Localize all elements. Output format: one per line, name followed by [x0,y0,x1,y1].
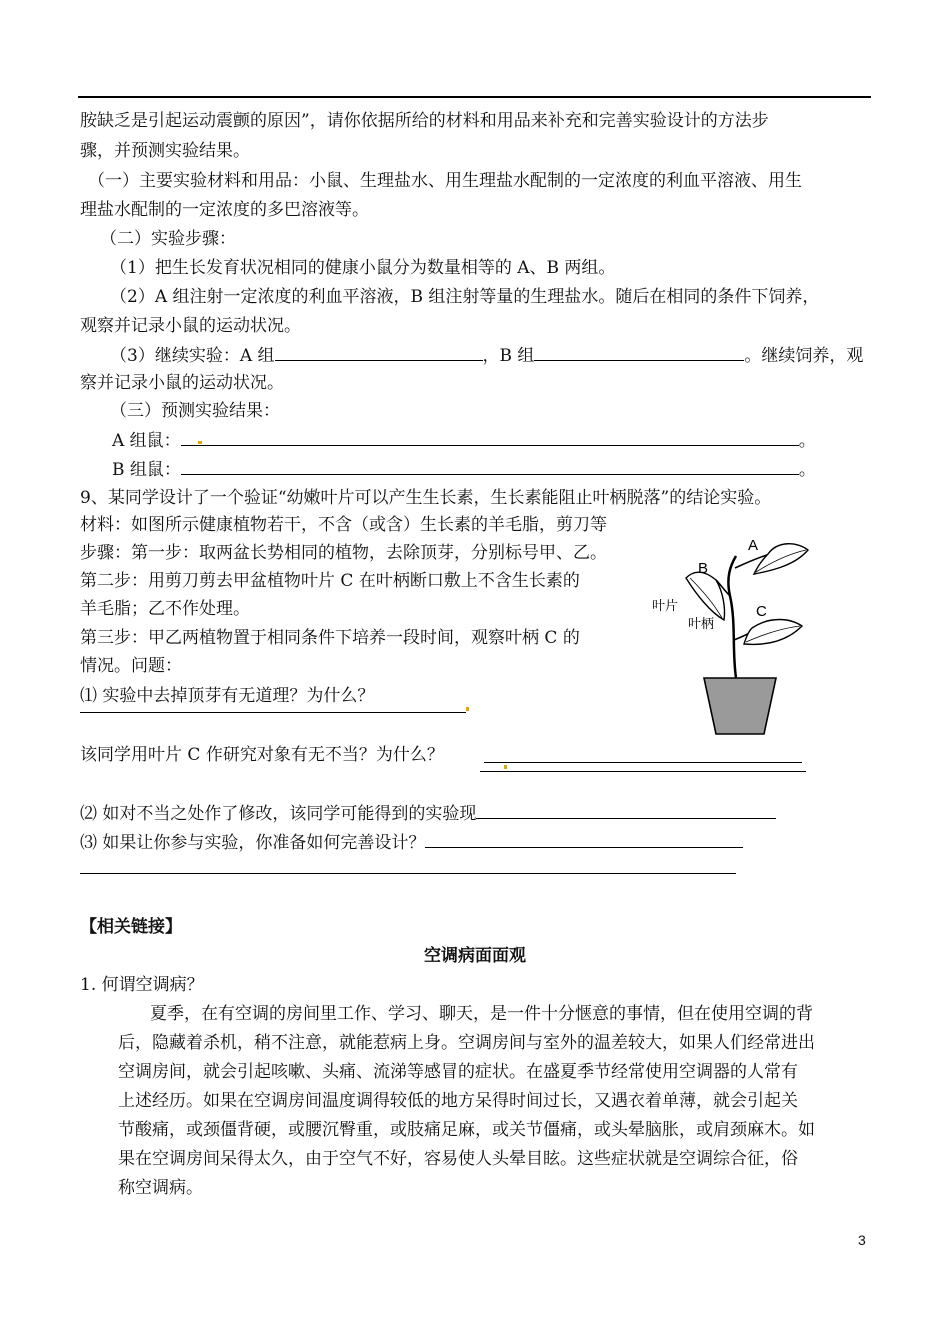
text-line: 羊毛脂；乙不作处理。 [80,599,250,619]
label-leaf: 叶片 [652,598,679,613]
text-part: ⑵ 如对不当之处作了修改，该同学可能得到的实验现 [80,804,477,824]
question-9: 9、某同学设计了一个验证“幼嫩叶片可以产生生长素，生长素能阻止叶柄脱落”的结论实验。 [80,488,772,508]
text-part: 。 [798,460,816,480]
article-paragraph-line: 果在空调房间呆得太久，由于空气不好，容易使人头晕目眩。这些症状就是空调综合征，俗 [118,1149,798,1169]
text-part: ⑶ 如果让你参与实验，你准备如何完善设计？ [80,833,426,853]
label-petiole: 叶柄 [688,616,715,631]
sub-question-2 [80,800,776,826]
section-heading: （二）实验步骤： [100,229,236,249]
text-line: 察并记录小鼠的运动状况。 [80,373,284,393]
sub-question-1b: 该同学用叶片 C 作研究对象有无不当？为什么？ [80,745,444,765]
blank-answer-a[interactable] [275,342,483,361]
text-line: 材料：如图所示健康植物若干，不含（或含）生长素的羊毛脂，剪刀等 [80,515,607,535]
sub-question-3 [80,829,743,855]
text-line: 观察并记录小鼠的运动状况。 [80,316,301,336]
label-c: C [756,603,767,620]
plant-figure [640,530,820,740]
result-a-line [112,427,816,453]
answer-line[interactable] [484,762,802,763]
text-part: （3）继续实验：A 组 [110,346,275,366]
sub-question-1: ⑴ 实验中去掉顶芽有无道理？为什么？ [80,686,375,706]
fill-in-line [110,342,863,368]
blank-answer[interactable] [425,829,743,848]
article-question: 1. 何谓空调病？ [80,975,204,995]
mark-dot [504,765,507,769]
text-line: 骤，并预测实验结果。 [80,141,250,161]
article-paragraph-line: 上述经历。如果在空调房间温度调得较低的地方呆得时间过长，又遇衣着单薄，就会引起关 [118,1091,798,1111]
label-a: A [748,537,759,554]
text-part: 。 [798,431,816,451]
article-paragraph-line: 称空调病。 [118,1178,203,1198]
label-b: B [698,560,709,577]
mark-dot [466,707,469,711]
text-part: ，B 组 [482,346,535,366]
text-line: 第三步：甲乙两植物置于相同条件下培养一段时间，观察叶柄 C 的 [80,628,580,648]
answer-line[interactable] [80,712,466,713]
text-line: 胺缺乏是引起运动震颤的原因”，请你依据所给的材料和用品来补充和完善实验设计的方法步 [80,111,769,131]
page-number: 3 [858,1232,866,1248]
blank-result-b[interactable] [181,456,799,475]
blank-answer[interactable] [476,800,776,819]
text-line: 情况。问题： [80,656,182,676]
text-line: （2）A 组注射一定浓度的利血平溶液，B 组注射等量的生理盐水。随后在相同的条件下饲养， [110,287,820,307]
text-part: 。继续饲养，观 [744,346,864,366]
article-paragraph-line: 后，隐藏着杀机，稍不注意，就能惹病上身。空调房间与室外的温差较大，如果人们经常进出 [118,1033,815,1053]
section-heading: （三）预测实验结果： [110,401,280,421]
article-paragraph-line: 节酸痛，或颈僵背硬，或腰沉臀重，或肢痛足麻，或关节僵痛，或头晕脑胀，或肩颈麻木。如 [118,1120,815,1140]
top-rule [78,96,871,98]
answer-line[interactable] [480,771,806,772]
article-title: 空调病面面观 [424,946,526,966]
flower-pot [704,678,776,734]
related-link-heading: 【相关链接】 [80,917,182,937]
text-line: （一）主要实验材料和用品：小鼠、生理盐水、用生理盐水配制的一定浓度的利血平溶液、用生 [88,171,802,191]
text-part: A 组鼠： [112,431,181,451]
text-part: B 组鼠： [112,460,181,480]
text-line: 第二步：用剪刀剪去甲盆植物叶片 C 在叶柄断口敷上不含生长素的 [80,571,580,591]
text-line: 步骤：第一步：取两盆长势相同的植物，去除顶芽，分别标号甲、乙。 [80,543,607,563]
result-b-line [112,456,816,482]
plant-stem [728,556,736,678]
text-line: （1）把生长发育状况相同的健康小鼠分为数量相等的 A、B 两组。 [110,258,616,278]
text-line: 理盐水配制的一定浓度的多巴溶液等。 [80,200,369,220]
mark-dot [198,441,202,444]
article-paragraph-line: 空调房间，就会引起咳嗽、头痛、流涕等感冒的症状。在盛夏季节经常使用空调器的人常有 [118,1062,798,1082]
article-paragraph-line: 夏季，在有空调的房间里工作、学习、聊天，是一件十分惬意的事情，但在使用空调的背 [150,1004,813,1024]
answer-line[interactable] [80,873,736,874]
blank-answer-b[interactable] [534,342,744,361]
blank-result-a[interactable] [181,427,799,446]
